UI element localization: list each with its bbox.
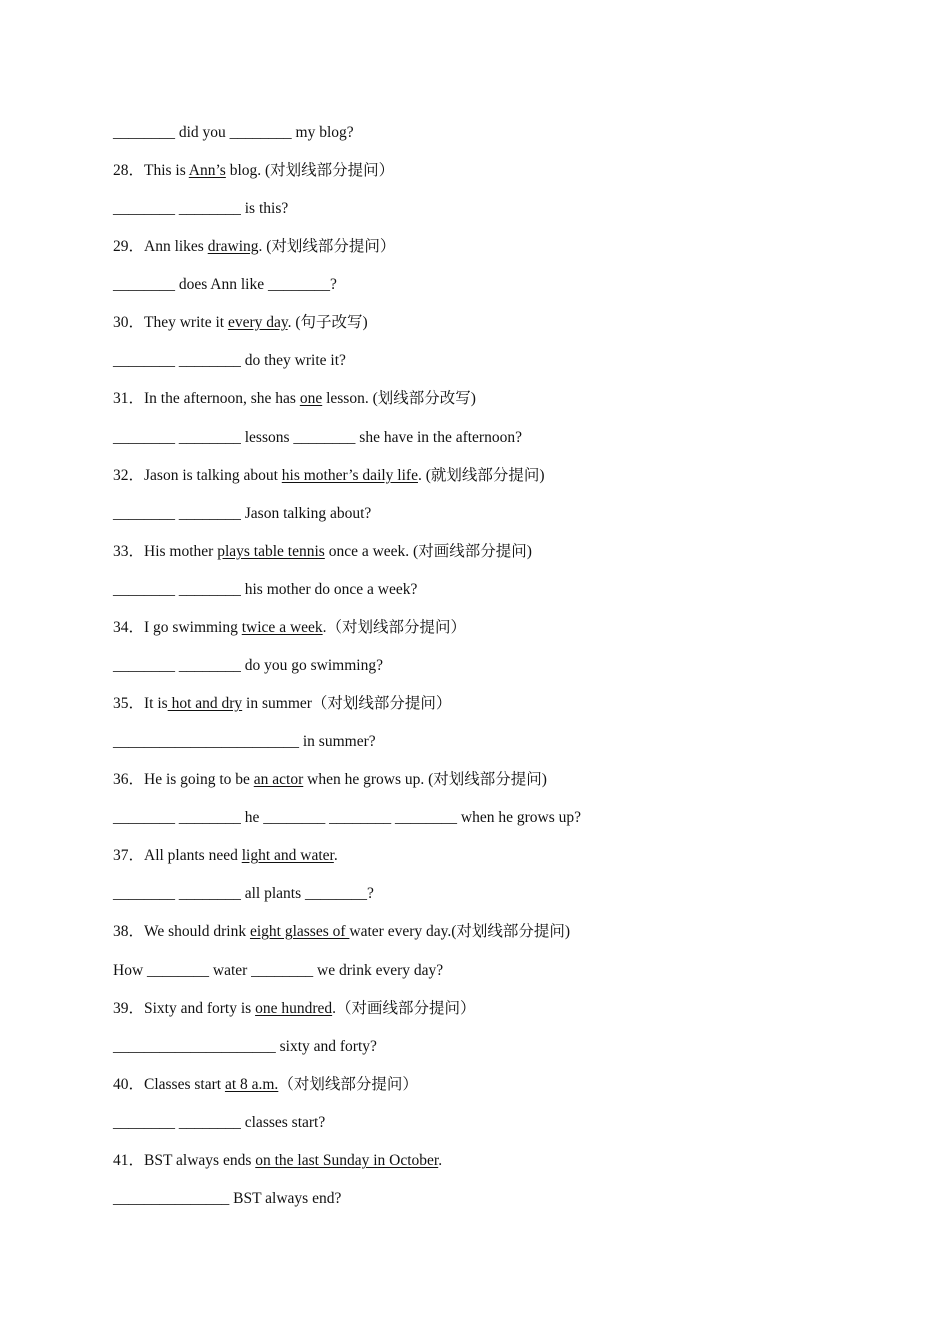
line-text: ________ ________ lessons ________ she have in the afternoon? (113, 429, 522, 446)
line-text: blog. (对划线部分提问） (225, 162, 395, 179)
worksheet-line (113, 236, 395, 258)
worksheet-line (113, 617, 466, 639)
worksheet-line (113, 921, 570, 943)
line-text: 35．It is (113, 695, 168, 712)
line-text: ________ ________ he ________ ________ ________ when he grows up? (113, 809, 581, 826)
line-text: when he grows up. (对划线部分提问) (303, 771, 547, 788)
line-text: ________ ________ do you go swimming? (113, 657, 383, 674)
line-text: .（对画线部分提问） (332, 1000, 476, 1017)
underlined-text: at 8 a.m. (224, 1076, 279, 1093)
underlined-text: Ann’s (188, 162, 226, 179)
worksheet-line (113, 1074, 418, 1096)
line-text: How ________ water ________ we drink every day? (113, 962, 444, 979)
line-text: 34．I go swimming (113, 619, 242, 636)
line-text: 36．He is going to be (113, 771, 254, 788)
worksheet-line (113, 693, 451, 715)
worksheet-line (113, 1112, 325, 1134)
worksheet-line (113, 1036, 377, 1058)
worksheet-line (113, 769, 547, 791)
worksheet-line (113, 503, 371, 525)
line-text: ________ does Ann like ________? (113, 276, 337, 293)
worksheet-line (113, 998, 476, 1020)
worksheet-line (113, 883, 374, 905)
worksheet-line (113, 160, 394, 182)
line-text: water every day.(对划线部分提问) (349, 923, 571, 940)
underlined-text: light and water (241, 847, 334, 864)
line-text: ________ ________ do they write it? (113, 352, 346, 369)
line-text: . (句子改写) (287, 314, 368, 331)
line-text: 30．They write it (113, 314, 228, 331)
underlined-text: twice a week (241, 619, 323, 636)
worksheet-line (113, 198, 288, 220)
worksheet-line (113, 845, 338, 867)
line-text: 32．Jason is talking about (113, 467, 282, 484)
worksheet-line (113, 465, 545, 487)
worksheet-line (113, 274, 337, 296)
worksheet-line (113, 731, 376, 753)
line-text: ________________________ in summer? (113, 733, 376, 750)
worksheet-line (113, 579, 417, 601)
line-text: 39．Sixty and forty is (113, 1000, 256, 1017)
underlined-text: one hundred (255, 1000, 333, 1017)
line-text: 38．We should drink (113, 923, 250, 940)
line-text: 41．BST always ends (113, 1152, 256, 1169)
line-text: _______________ BST always end? (113, 1190, 342, 1207)
underlined-text: one (299, 390, 323, 407)
line-text: ________ ________ all plants ________? (113, 885, 374, 902)
line-text: ________ ________ classes start? (113, 1114, 326, 1131)
underlined-text: on the last Sunday in October (255, 1152, 439, 1169)
worksheet-line (113, 427, 522, 449)
line-text: ________ ________ his mother do once a week? (113, 581, 418, 598)
line-text: 37．All plants need (113, 847, 242, 864)
worksheet-line (113, 1188, 341, 1210)
worksheet-line (113, 1150, 442, 1172)
line-text: ________ ________ is this? (113, 200, 289, 217)
worksheet-line (113, 122, 354, 144)
worksheet-line (113, 960, 443, 982)
line-text: ________ ________ Jason talking about? (113, 505, 372, 522)
underlined-text: eight glasses of (249, 923, 350, 940)
worksheet-line (113, 312, 368, 334)
underlined-text: plays table tennis (217, 543, 325, 560)
underlined-text: an actor (253, 771, 304, 788)
underlined-text: drawing (207, 238, 259, 255)
line-text: _____________________ sixty and forty? (113, 1038, 377, 1055)
line-text: （对划线部分提问） (278, 1076, 418, 1093)
worksheet-line (113, 350, 346, 372)
worksheet-line (113, 388, 476, 410)
line-text: 40．Classes start (113, 1076, 225, 1093)
line-text: ________ did you ________ my blog? (113, 124, 354, 141)
line-text: 29．Ann likes (113, 238, 208, 255)
line-text: . (就划线部分提问) (417, 467, 545, 484)
line-text: . (333, 847, 338, 864)
line-text: 31．In the afternoon, she has (113, 390, 300, 407)
line-text: 33．His mother (113, 543, 218, 560)
underlined-text: every day (227, 314, 288, 331)
underlined-text: hot and dry (167, 695, 243, 712)
worksheet-line (113, 655, 383, 677)
line-text: . (438, 1152, 443, 1169)
underlined-text: his mother’s daily life (281, 467, 418, 484)
line-text: .（对划线部分提问） (322, 619, 467, 636)
line-text: lesson. (划线部分改写) (322, 390, 476, 407)
line-text: in summer（对划线部分提问） (242, 695, 452, 712)
worksheet-line (113, 541, 532, 563)
line-text: once a week. (对画线部分提问) (324, 543, 532, 560)
line-text: . (对划线部分提问） (258, 238, 396, 255)
line-text: 28．This is (113, 162, 189, 179)
worksheet-line (113, 807, 581, 829)
